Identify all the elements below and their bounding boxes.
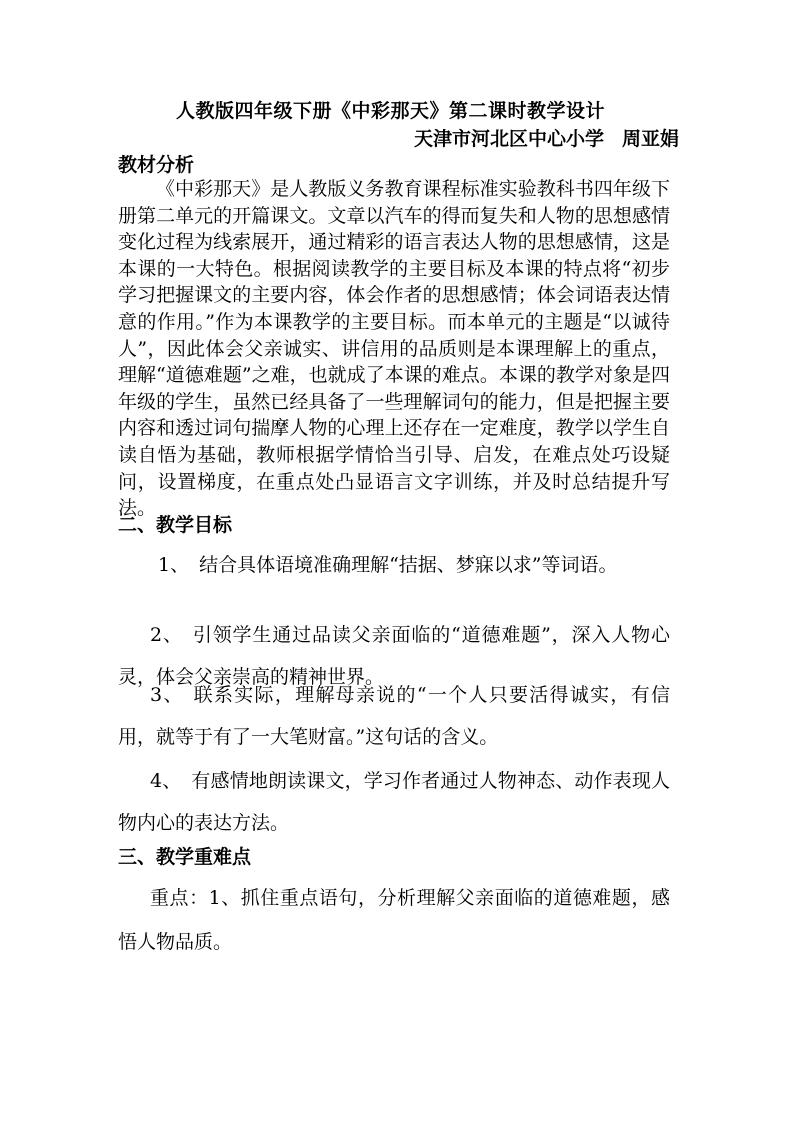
goal-text: 结合具体语境准确理解“拮据、梦寐以求”等词语。: [199, 554, 618, 576]
section-heading-analysis: 教材分析: [118, 154, 195, 176]
goal-item: [118, 674, 670, 758]
section-heading-goals: 二、教学目标: [118, 514, 233, 536]
section-heading-key-points: 三、教学重难点: [118, 846, 252, 868]
goal-text: 有感情地朗读课文，学习作者通过人物神态、动作表现人物内心的表达方法。: [118, 770, 670, 834]
goal-text: 联系实际，理解母亲说的“一个人只要活得诚实，有信用，就等于有了一大笔财富。”这句话的含义。: [118, 684, 670, 748]
author-line: [414, 124, 679, 151]
document-title: 人教版四年级下册《中彩那天》第二课时教学设计: [176, 100, 606, 122]
key-points-text: 重点：1、抓住重点语句，分析理解父亲面临的道德难题，感悟人物品质。: [118, 887, 670, 953]
analysis-paragraph: 《中彩那天》是人教版义务教育课程标准实验教科书四年级下册第二单元的开篇课文。文章以汽车的得而复失和人物的思想感情变化过程为线索展开，通过精彩的语言表达人物的思想感情，这是本课的一大特色。根据阅读教学的主要目标及本课的特点将“初步学习把握课文的主要内容，体会作者的思想感情；体会词语表达情意的作用。”作为本课教学的主要目标。而本单元的主题是“以诚待人”，因此体会父亲诚实、讲信用的品质则是本课理解上的重点，理解“道德难题”之难，也就成了本课的难点。本课的教学对象是四年级的学生，虽然已经具备了一些理解词句的能力，但是把握主要内容和透过词句揣摩人物的心理上还存在一定难度，教学以学生自读自悟为基础，教师根据学情恰当引导、启发，在难点处巧设疑问，设置梯度，在重点处凸显语言文字训练，并及时总结提升写法。: [118, 178, 670, 520]
author-name: 周亚娟: [622, 128, 680, 150]
author-school: 天津市河北区中心小学: [414, 128, 605, 150]
goal-number: 4、: [150, 770, 182, 792]
goal-item: [118, 544, 670, 586]
goal-number: 1、: [158, 554, 190, 576]
goal-number: 3、: [150, 684, 184, 706]
goal-item: [118, 760, 670, 844]
goal-text: 引领学生通过品读父亲面临的“道德难题”，深入人物心灵，体会父亲崇高的精神世界。: [118, 624, 670, 688]
goal-number: 2、: [150, 624, 183, 646]
